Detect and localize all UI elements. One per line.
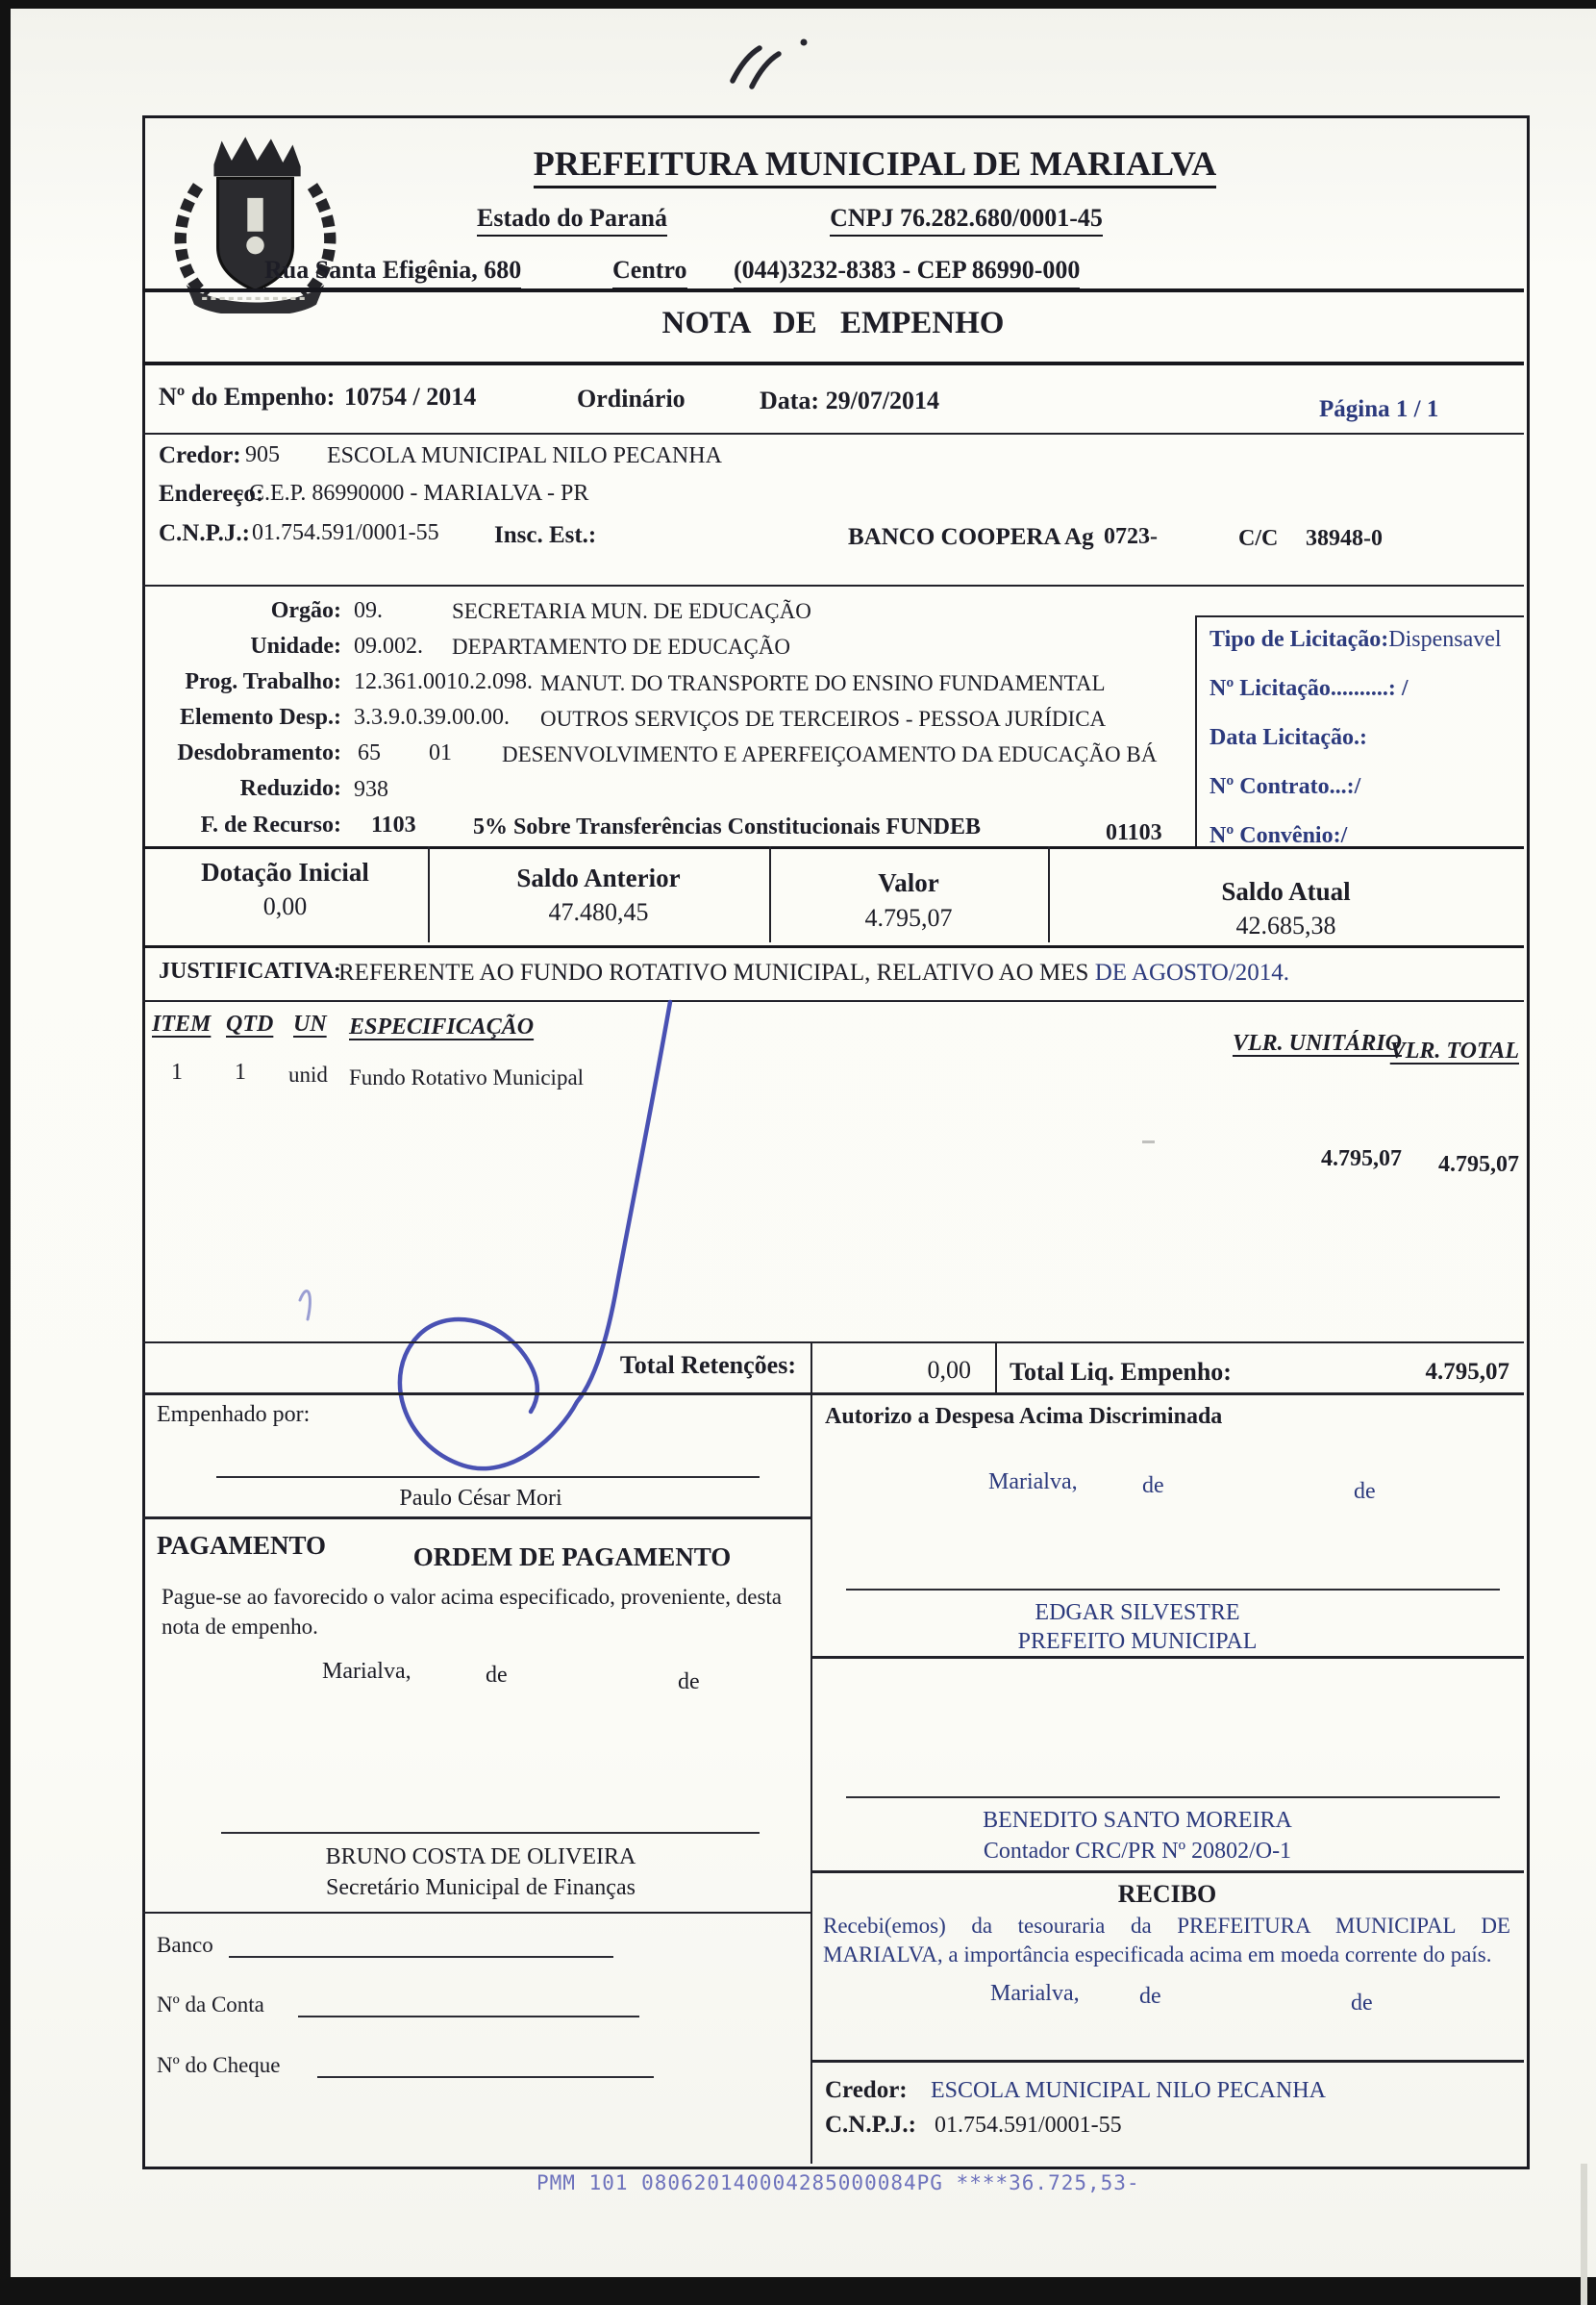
valor-label: Valor — [878, 868, 939, 897]
insc-est-label: Insc. Est.: — [494, 522, 597, 548]
desdobramento-desc: DESENVOLVIMENTO E APERFEIÇOAMENTO DA EDUCAÇÃO BÁ — [502, 742, 1158, 766]
item-row-qtd: 1 — [235, 1060, 246, 1085]
finance-role: Secretário Municipal de Finanças — [326, 1875, 636, 1900]
num-contrato-row: Nº Contrato...:/ — [1209, 774, 1361, 799]
desdobramento-label: Desdobramento: — [177, 740, 341, 765]
right-box-divider-1 — [810, 1656, 1524, 1659]
credor-label: Credor: — [159, 442, 241, 468]
prefeito-signature-line — [846, 1589, 1500, 1591]
justificativa-text-main: REFERENTE AO FUNDO ROTATIVO MUNICIPAL, RELATIVO AO MES — [338, 960, 1095, 986]
recibo-text: Recebi(emos) da tesouraria da PREFEITURA MUNICIPAL DE MARIALVA, a importância especificada acima em moeda corrente do país. — [823, 1914, 1510, 1967]
totals-divider — [995, 1341, 997, 1395]
right-box-divider-3 — [810, 2060, 1524, 2063]
col-header-un: UN — [293, 1012, 327, 1037]
address-street: Rua Santa Efigênia, 680 — [264, 256, 521, 289]
credor-code: 905 — [245, 442, 280, 467]
num-licitacao-row: Nº Licitação..........: / — [1209, 676, 1409, 701]
prog-trabalho-desc: MANUT. DO TRANSPORTE DO ENSINO FUNDAMENTAL — [540, 671, 1106, 695]
justificativa-label: JUSTIFICATIVA: — [159, 959, 341, 984]
col-header-item: ITEM — [152, 1012, 212, 1037]
item-row-vlr-total: 4.795,07 — [1438, 1152, 1519, 1177]
orgao-desc: SECRETARIA MUN. DE EDUCAÇÃO — [452, 599, 811, 623]
conta-field-label: Nº da Conta — [157, 1992, 264, 2017]
tipo-licitacao-value: Dispensavel — [1388, 627, 1502, 652]
orgao-code: 09. — [354, 598, 383, 623]
autorizo-city: Marialva, — [988, 1469, 1078, 1494]
recibo-city: Marialva, — [990, 1981, 1080, 2006]
contador-signature-line — [846, 1796, 1500, 1798]
column-divider — [810, 1341, 812, 2164]
scan-edge-left — [0, 0, 11, 2305]
pagamento-title: PAGAMENTO — [157, 1531, 327, 1560]
banco-agencia: 0723- — [1104, 524, 1158, 549]
pagamento-de2: de — [678, 1669, 700, 1694]
reduzido-code: 938 — [354, 777, 388, 802]
pen-signature-stroke — [288, 962, 740, 1510]
totals-row-bottom-border — [142, 1392, 1524, 1395]
reduzido-label: Reduzido: — [239, 776, 341, 801]
licitacao-box-top-border — [1195, 615, 1524, 617]
recibo-credor-value: ESCOLA MUNICIPAL NILO PECANHA — [931, 2078, 1326, 2103]
address-district: Centro — [612, 256, 687, 289]
dot-matrix-footer-code: PMM 101 080620140004285000084PG ****36.725,53- — [536, 2171, 1140, 2194]
pagamento-de1: de — [486, 1663, 508, 1688]
contador-name: BENEDITO SANTO MOREIRA — [983, 1808, 1292, 1833]
recibo-cnpj-value: 01.754.591/0001-55 — [935, 2113, 1122, 2138]
recibo-credor-label: Credor: — [825, 2077, 908, 2103]
fonte-recurso-code: 1103 — [371, 813, 416, 838]
recibo-title: RECIBO — [1117, 1880, 1217, 1908]
empenho-number-label: Nº do Empenho: — [159, 383, 336, 411]
cheque-field-label: Nº do Cheque — [157, 2053, 281, 2077]
justificativa-text-tail: DE AGOSTO/2014. — [1094, 960, 1290, 986]
unidade-desc: DEPARTAMENTO DE EDUCAÇÃO — [452, 635, 791, 659]
header-estado-wrap — [413, 204, 731, 234]
conta-corrente-value: 38948-0 — [1306, 526, 1383, 551]
banco-field-label: Banco — [157, 1933, 213, 1957]
prog-trabalho-code: 12.361.0010.2.098. — [354, 669, 533, 694]
divider-under-credor — [142, 585, 1524, 587]
total-liq-empenho-value: 4.795,07 — [1425, 1359, 1509, 1385]
autorizo-title: Autorizo a Despesa Acima Discriminada — [825, 1404, 1223, 1429]
tipo-licitacao-row — [1209, 627, 1502, 654]
endereco-label: Endereço: — [159, 481, 264, 507]
cheque-field-line — [317, 2076, 654, 2078]
totals-row-top-border — [142, 1341, 1524, 1343]
item-row-especificacao: Fundo Rotativo Municipal — [349, 1065, 585, 1090]
band-box — [142, 288, 1524, 365]
ordem-pagamento-title: ORDEM DE PAGAMENTO — [412, 1542, 732, 1571]
header-title-wrap — [404, 144, 1346, 184]
conta-corrente-label: C/C — [1238, 526, 1279, 551]
prefeito-name: EDGAR SILVESTRE — [1035, 1600, 1240, 1625]
autorizo-de2: de — [1354, 1479, 1376, 1504]
saldo-anterior-label: Saldo Anterior — [516, 864, 681, 892]
page-indicator: Página 1 / 1 — [1319, 396, 1439, 422]
document-type-title: NOTA DE EMPENHO — [661, 306, 1005, 340]
total-retencoes-label: Total Retenções: — [619, 1351, 796, 1379]
banco-label: BANCO COOPERA Ag — [848, 524, 1094, 550]
item-row-vlr-unitario: 4.795,07 — [1321, 1146, 1402, 1171]
estado-label: Estado do Paraná — [477, 204, 667, 237]
pagamento-text: Pague-se ao favorecido o valor acima especificado, proveniente, desta nota de empenho. — [162, 1585, 782, 1639]
total-retencoes-value: 0,00 — [927, 1356, 971, 1384]
saldo-atual-value: 42.685,38 — [1235, 912, 1336, 940]
elemento-desp-desc: OUTROS SERVIÇOS DE TERCEIROS - PESSOA JURÍDICA — [540, 707, 1107, 731]
col-header-vlr-unitario: VLR. UNITÁRIO — [1232, 1031, 1402, 1056]
scan-shadow-right — [1581, 2164, 1587, 2305]
data-licitacao-row: Data Licitação.: — [1209, 725, 1367, 750]
empenhado-por-label: Empenhado por: — [157, 1402, 311, 1427]
left-box-divider-2 — [142, 1912, 810, 1914]
endereco-value: - C.E.P. 86990000 - MARIALVA - PR — [236, 481, 589, 506]
conta-field-line — [298, 2016, 639, 2017]
col-header-especificacao: ESPECIFICAÇÃO — [349, 1015, 535, 1040]
col-header-vlr-total: VLR. TOTAL — [1389, 1039, 1519, 1064]
cnpj-label: C.N.P.J.: — [159, 520, 250, 546]
fonte-recurso-label: F. de Recurso: — [200, 813, 341, 838]
dotacao-inicial-label: Dotação Inicial — [201, 858, 369, 887]
item-row-number: 1 — [171, 1060, 183, 1085]
dotacao-inicial-value: 0,00 — [262, 892, 308, 920]
recibo-de2: de — [1351, 1991, 1373, 2016]
col-header-qtd: QTD — [226, 1012, 274, 1037]
saldo-atual-label: Saldo Atual — [1221, 877, 1351, 906]
elemento-desp-label: Elemento Desp.: — [180, 705, 341, 730]
elemento-desp-code: 3.3.9.0.39.00.00. — [354, 705, 510, 730]
address-phone-cep: (044)3232-8383 - CEP 86990-000 — [734, 256, 1080, 289]
fonte-recurso-desc: 5% Sobre Transferências Constitucionais FUNDEB — [473, 814, 982, 839]
empenho-date: Data: 29/07/2014 — [760, 387, 940, 414]
unidade-code: 09.002. — [354, 634, 423, 659]
right-box-divider-2 — [810, 1870, 1524, 1873]
desdobramento-code2: 01 — [429, 740, 452, 765]
prefeitura-title: PREFEITURA MUNICIPAL DE MARIALVA — [534, 144, 1216, 188]
saldo-anterior-value: 47.480,45 — [548, 898, 649, 926]
left-box-divider-1 — [142, 1516, 810, 1519]
scan-edge-top — [0, 0, 1596, 9]
empenhado-signer-name: Paulo César Mori — [399, 1486, 562, 1511]
licitacao-box-left-border — [1195, 615, 1197, 846]
desdobramento-code: 65 — [358, 740, 381, 765]
valor-value: 4.795,07 — [864, 904, 953, 932]
banco-field-line — [229, 1956, 613, 1958]
orgao-label: Orgão: — [270, 598, 341, 623]
header-cnpj-wrap — [760, 204, 1173, 234]
recibo-cnpj-label: C.N.P.J.: — [825, 2112, 916, 2138]
empenhado-signature-line — [216, 1476, 760, 1478]
pen-mark-top — [723, 25, 819, 94]
pagamento-city: Marialva, — [322, 1659, 411, 1684]
cnpj-value: 01.754.591/0001-55 — [252, 520, 439, 545]
autorizo-de1: de — [1142, 1473, 1164, 1498]
finance-signature-line — [221, 1832, 760, 1834]
money-divider-1 — [428, 846, 430, 942]
contador-role: Contador CRC/PR Nº 20802/O-1 — [983, 1839, 1292, 1864]
divider-under-empenho — [142, 433, 1524, 435]
scan-edge-bottom — [0, 2277, 1596, 2305]
cnpj-header-value: CNPJ 76.282.680/0001-45 — [830, 204, 1103, 237]
fonte-recurso-extra: 01103 — [1106, 820, 1162, 845]
total-liq-empenho-label: Total Liq. Empenho: — [1010, 1358, 1232, 1386]
finance-name: BRUNO COSTA DE OLIVEIRA — [325, 1844, 636, 1869]
recibo-de1: de — [1139, 1984, 1161, 2009]
tipo-licitacao-label: Tipo de Licitação: — [1209, 627, 1389, 652]
num-convenio-row: Nº Convênio:/ — [1209, 823, 1348, 848]
prefeito-role: PREFEITO MUNICIPAL — [1017, 1629, 1258, 1654]
empenho-type: Ordinário — [577, 385, 686, 413]
empenho-number-value: 10754 / 2014 — [344, 383, 477, 411]
item-row-un: unid — [288, 1063, 328, 1087]
credor-name: ESCOLA MUNICIPAL NILO PECANHA — [327, 443, 722, 468]
prog-trabalho-label: Prog. Trabalho: — [185, 669, 341, 694]
unidade-label: Unidade: — [250, 634, 341, 659]
